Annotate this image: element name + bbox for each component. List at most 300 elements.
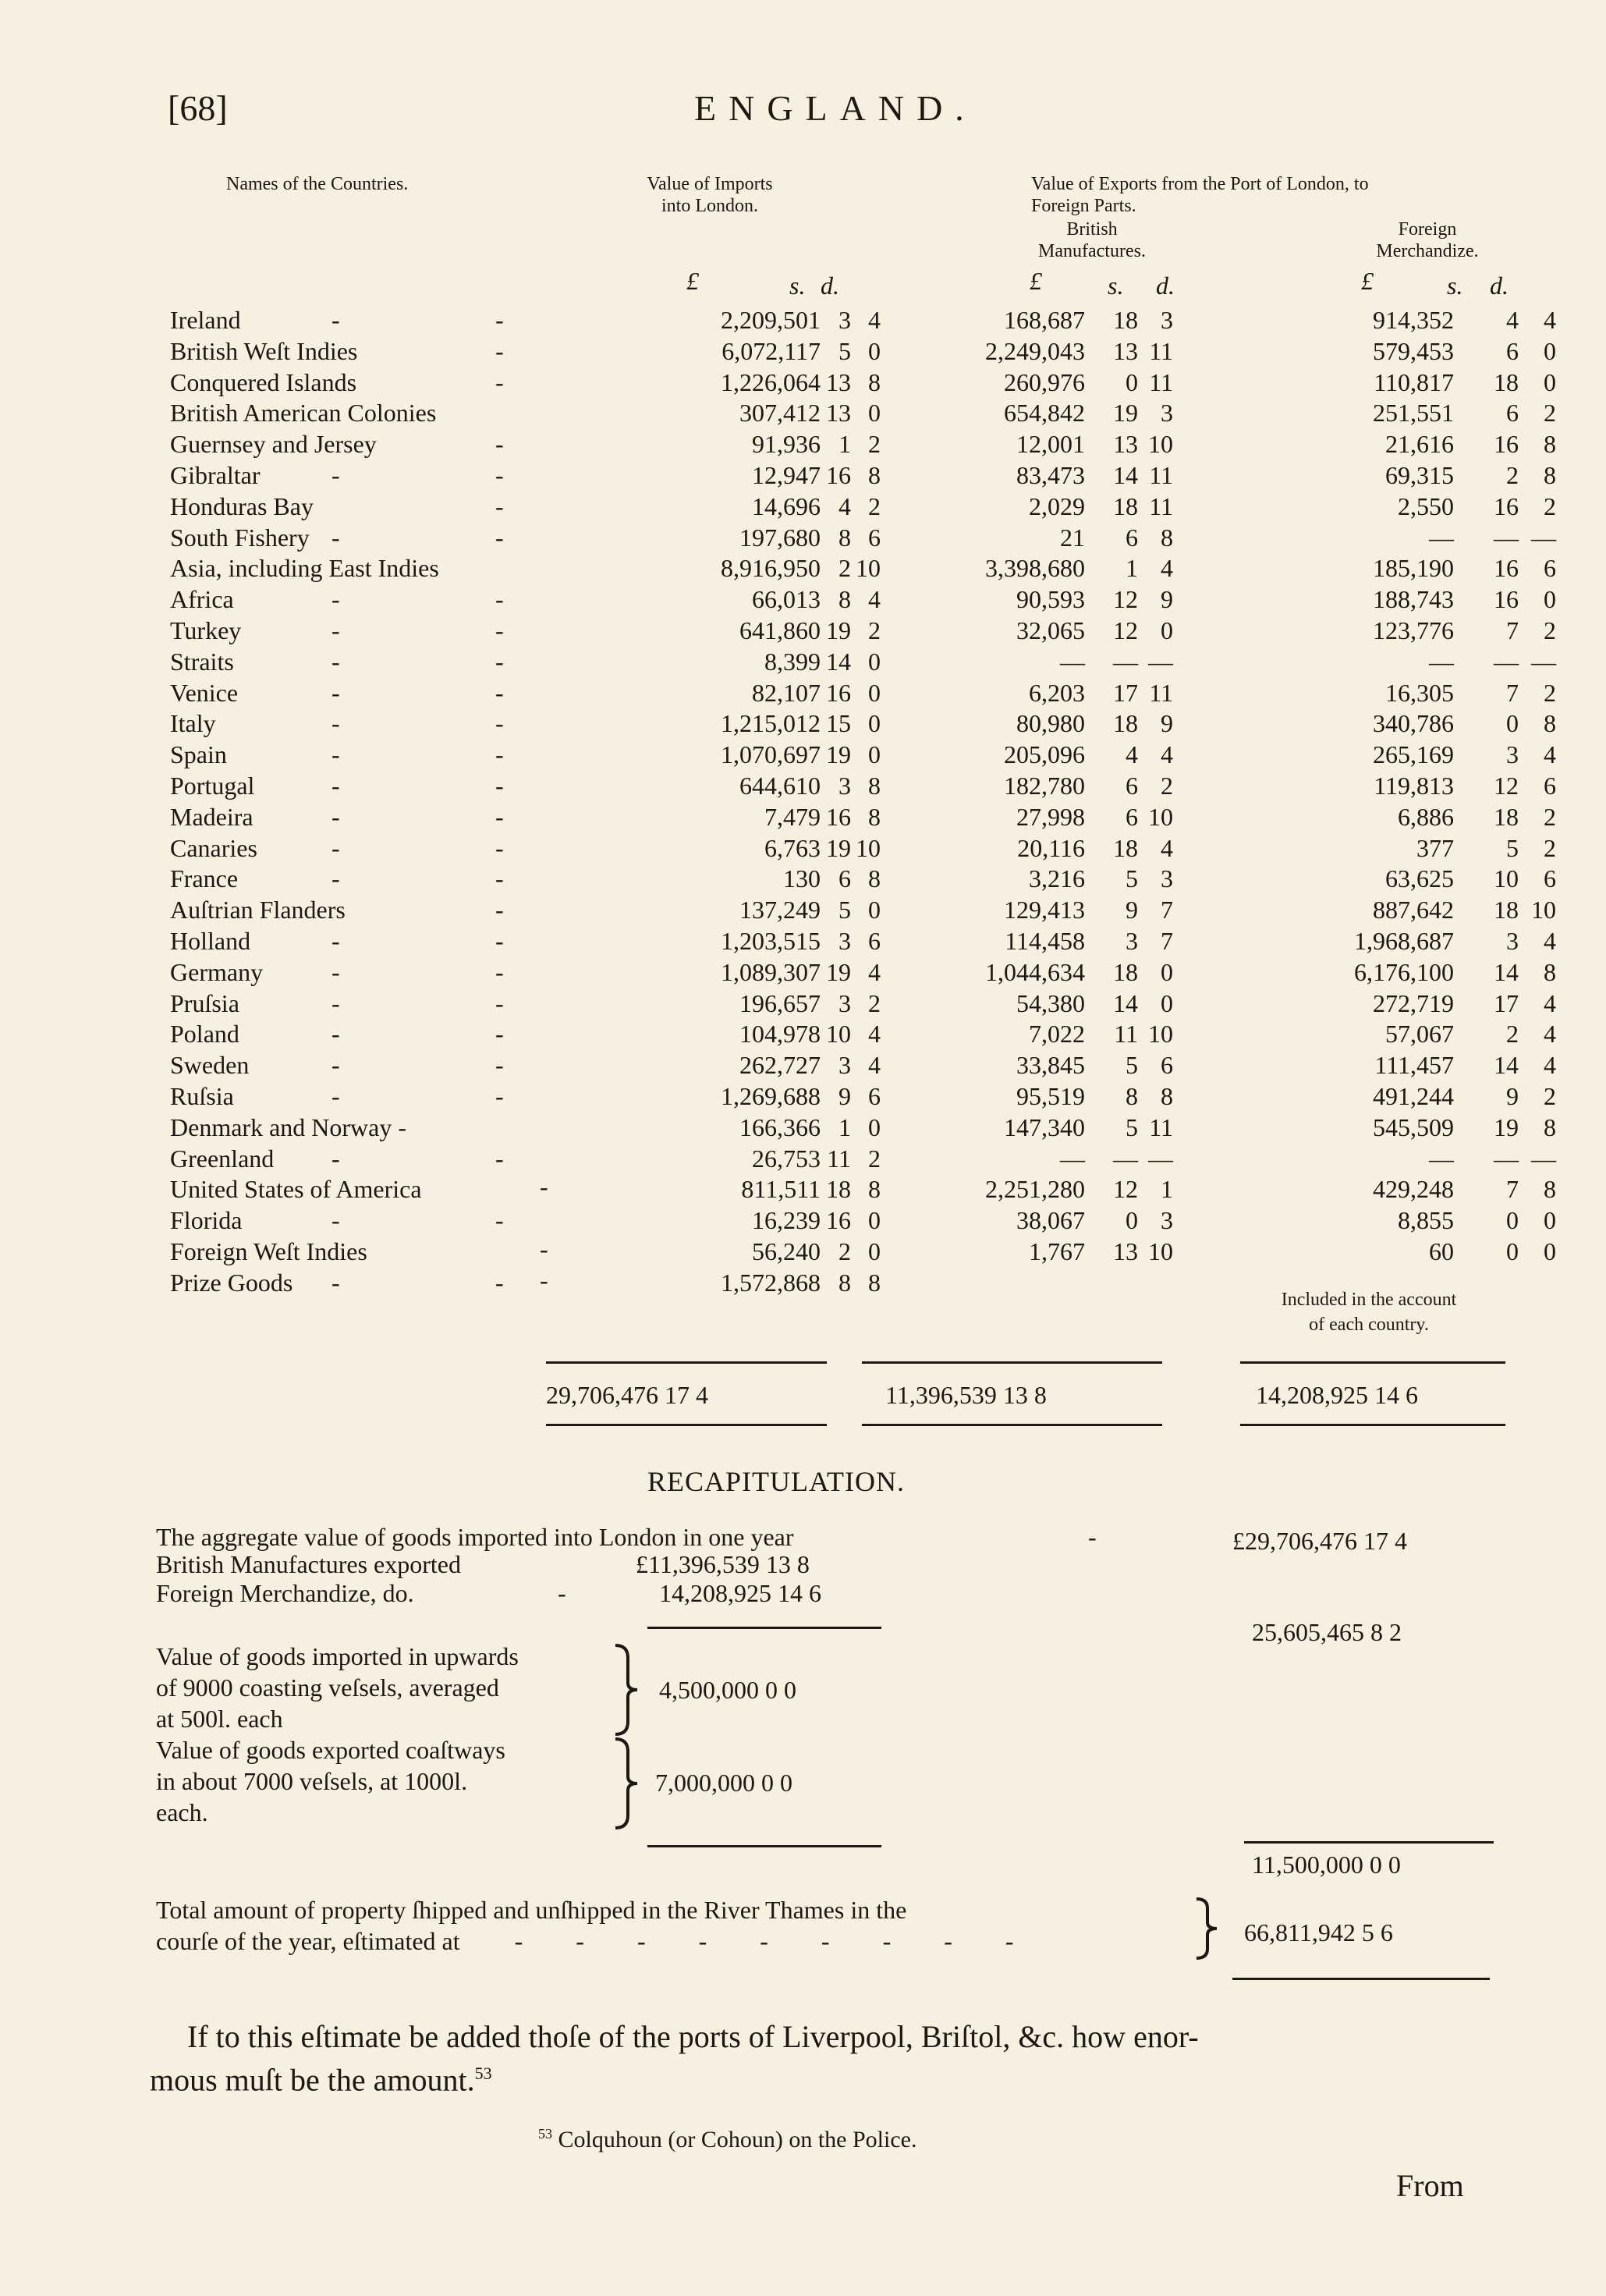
table-row <box>0 894 1606 925</box>
british-shillings: 14 <box>1113 988 1138 1017</box>
table-row <box>0 739 1606 770</box>
foreign-pence: 4 <box>1544 1020 1556 1049</box>
recap-aggregate-value: £29,706,476 17 4 <box>1232 1527 1407 1555</box>
import-pounds: 262,727 <box>739 1051 821 1080</box>
fwi-dash: - <box>540 1235 548 1263</box>
foreign-pounds: 265,169 <box>1373 740 1454 769</box>
country-name: Asia, including East Indies <box>170 554 439 583</box>
british-pence: 1 <box>1161 1175 1173 1204</box>
import-shillings: 14 <box>826 647 851 676</box>
foreign-pound-unit: £ <box>1361 267 1374 295</box>
british-pounds: 1,044,634 <box>985 957 1085 986</box>
import-pounds: 1,226,064 <box>721 367 821 396</box>
leader-dash: - <box>331 988 340 1017</box>
imports-total: 29,706,476 17 4 <box>546 1381 708 1409</box>
british-pounds: 147,340 <box>1004 1113 1085 1141</box>
recap-export-rule <box>647 1627 881 1629</box>
british-pence: 0 <box>1161 957 1173 986</box>
british-pounds: 2,029 <box>1029 491 1085 520</box>
imports-total-rule-bottom <box>546 1424 827 1426</box>
import-shillings: 16 <box>826 1206 851 1235</box>
coast-imports-brace <box>611 1642 642 1737</box>
table-row <box>0 615 1606 646</box>
british-shillings: 8 <box>1126 1082 1138 1110</box>
foreign-pence: 2 <box>1544 802 1556 831</box>
thames-line-2 <box>156 1925 1037 1957</box>
british-pence: 3 <box>1161 399 1173 428</box>
import-shillings: 16 <box>826 461 851 489</box>
british-shillings: 18 <box>1113 709 1138 738</box>
british-shillings: 5 <box>1126 1113 1138 1141</box>
coast-exports-line: each. <box>156 1798 208 1826</box>
foreign-shillings: 0 <box>1506 1237 1519 1265</box>
import-shillings: 3 <box>838 1051 851 1080</box>
import-shillings: 5 <box>838 336 851 365</box>
leader-dash: - <box>495 1144 504 1173</box>
foreign-pence: — <box>1531 647 1556 676</box>
foreign-pence: 8 <box>1544 709 1556 738</box>
foreign-shillings: 16 <box>1494 430 1519 459</box>
leader-dash: - <box>331 740 340 769</box>
british-pence: 4 <box>1161 740 1173 769</box>
british-shillings: 12 <box>1113 585 1138 614</box>
footnote <box>538 2126 916 2153</box>
british-shillings: 0 <box>1126 367 1138 396</box>
british-shillings: 12 <box>1113 1175 1138 1204</box>
british-pounds: 2,249,043 <box>985 336 1085 365</box>
foreign-pence-unit: d. <box>1490 271 1509 300</box>
foreign-pounds: 123,776 <box>1373 616 1454 644</box>
british-pence: 9 <box>1161 709 1173 738</box>
import-pounds: 66,013 <box>752 585 821 614</box>
foreign-pounds: 8,855 <box>1398 1206 1454 1235</box>
import-shillings: 2 <box>838 1237 851 1265</box>
leader-dash: - <box>331 1206 340 1235</box>
foreign-pence: 8 <box>1544 1175 1556 1204</box>
foreign-pence: 6 <box>1544 554 1556 583</box>
british-pence: 6 <box>1161 1051 1173 1080</box>
foreign-pence: 2 <box>1544 678 1556 707</box>
british-pence: 11 <box>1149 367 1173 396</box>
british-shillings: 18 <box>1113 491 1138 520</box>
foreign-shillings: 10 <box>1494 864 1519 893</box>
import-shillings: 3 <box>838 927 851 955</box>
recap-british-value: £11,396,539 13 8 <box>636 1550 810 1578</box>
import-shillings: 11 <box>827 1144 851 1173</box>
leader-dash: - <box>495 647 504 676</box>
foreign-header-line: Merchandize. <box>1376 241 1479 261</box>
british-shillings: 11 <box>1114 1020 1138 1049</box>
import-pounds: 26,753 <box>752 1144 821 1173</box>
foreign-pounds: 545,509 <box>1373 1113 1454 1141</box>
foreign-pence: 2 <box>1544 399 1556 428</box>
country-name: Turkey <box>170 616 242 644</box>
leader-dash: - <box>495 927 504 955</box>
country-name: Pruſsia <box>170 988 239 1017</box>
british-shillings: 13 <box>1113 1237 1138 1265</box>
foreign-shillings: 2 <box>1506 461 1519 489</box>
import-pounds: 7,479 <box>764 802 821 831</box>
import-shillings: 3 <box>838 988 851 1017</box>
import-pence: 4 <box>868 1020 881 1049</box>
foreign-pence: 2 <box>1544 616 1556 644</box>
leader-dash: - <box>495 896 504 924</box>
leader-dash: - <box>331 957 340 986</box>
table-row <box>0 646 1606 677</box>
import-pounds: 1,070,697 <box>721 740 821 769</box>
coast-sum-rule-right <box>1244 1841 1494 1844</box>
leader-dash: - <box>331 864 340 893</box>
import-shillings: 18 <box>826 1175 851 1204</box>
foreign-shillings: 9 <box>1506 1082 1519 1110</box>
foreign-pounds: 377 <box>1416 833 1454 862</box>
leader-dash: - <box>331 927 340 955</box>
british-total-rule-bottom <box>862 1424 1162 1426</box>
imports-header-line: into London. <box>661 196 758 216</box>
british-shillings: — <box>1113 647 1138 676</box>
foreign-shillings: 4 <box>1506 306 1519 334</box>
country-name: British American Colonies <box>170 399 437 428</box>
british-pence: 11 <box>1149 336 1173 365</box>
foreign-pounds: 119,813 <box>1374 772 1454 800</box>
foreign-shillings: — <box>1494 647 1519 676</box>
import-pounds: 104,978 <box>739 1020 821 1049</box>
foreign-pounds: 251,551 <box>1373 399 1454 428</box>
table-row <box>0 770 1606 801</box>
british-pence: 10 <box>1148 1237 1173 1265</box>
country-name: Ireland <box>170 306 241 334</box>
foreign-pence: 0 <box>1544 336 1556 365</box>
british-pounds: 27,998 <box>1016 802 1085 831</box>
british-pence: 11 <box>1149 491 1173 520</box>
leader-dash: - <box>331 833 340 862</box>
import-shillings: 3 <box>838 306 851 334</box>
country-name: Gibraltar <box>170 461 261 489</box>
recap-export-sum: 25,605,465 8 2 <box>1252 1618 1402 1646</box>
leader-dash: - <box>495 523 504 552</box>
foreign-shillings: 12 <box>1494 772 1519 800</box>
foreign-pounds: 111,457 <box>1374 1051 1454 1080</box>
foreign-pounds: 110,817 <box>1374 367 1454 396</box>
import-shillings: 2 <box>838 554 851 583</box>
leader-dash: - <box>495 461 504 489</box>
foreign-pence: 4 <box>1544 306 1556 334</box>
foreign-pence: 2 <box>1544 833 1556 862</box>
foreign-pence: 8 <box>1544 461 1556 489</box>
foreign-total: 14,208,925 14 6 <box>1256 1381 1418 1409</box>
country-name: British Weſt Indies <box>170 336 358 365</box>
closing-line-2: mous muſt be the amount. <box>150 2062 475 2098</box>
import-pounds: 137,249 <box>739 896 821 924</box>
foreign-pence: 4 <box>1544 988 1556 1017</box>
foreign-shillings: 17 <box>1494 988 1519 1017</box>
british-pounds: 32,065 <box>1016 616 1085 644</box>
import-pounds: 644,610 <box>739 772 821 800</box>
country-name: Honduras Bay <box>170 491 314 520</box>
import-pence: 0 <box>868 1206 881 1235</box>
exports-header-line: Foreign Parts. <box>1031 196 1136 216</box>
table-row <box>0 1205 1606 1236</box>
coast-sum: 11,500,000 0 0 <box>1252 1851 1401 1879</box>
coast-imports-line: of 9000 coasting veſsels, averaged <box>156 1673 499 1702</box>
import-pence: 2 <box>868 616 881 644</box>
british-pence: 8 <box>1161 1082 1173 1110</box>
foreign-shillings: 6 <box>1506 399 1519 428</box>
import-pence: 4 <box>868 1051 881 1080</box>
import-pounds: 2,209,501 <box>721 306 821 334</box>
page-number: [68] <box>168 88 228 128</box>
import-pounds: 641,860 <box>739 616 821 644</box>
british-pounds: 54,380 <box>1016 988 1085 1017</box>
british-pounds: 83,473 <box>1016 461 1085 489</box>
imports-shilling-unit: s. <box>789 271 806 300</box>
leader-dash: - <box>495 336 504 365</box>
thames-rule <box>1232 1978 1490 1980</box>
table-row <box>0 522 1606 553</box>
british-pounds: 7,022 <box>1029 1020 1085 1049</box>
import-pounds: 8,399 <box>764 647 821 676</box>
foreign-shillings: 14 <box>1494 957 1519 986</box>
leader-dash: - <box>495 709 504 738</box>
leader-dash: - <box>495 957 504 986</box>
foreign-pounds: 429,248 <box>1373 1175 1454 1204</box>
british-pence: 7 <box>1161 896 1173 924</box>
import-shillings: 9 <box>838 1082 851 1110</box>
foreign-pence: 4 <box>1544 1051 1556 1080</box>
foreign-pounds: 185,190 <box>1373 554 1454 583</box>
british-pounds: 2,251,280 <box>985 1175 1085 1204</box>
recap-heading: RECAPITULATION. <box>647 1466 905 1497</box>
import-shillings: 10 <box>826 1020 851 1049</box>
british-shillings: 6 <box>1126 802 1138 831</box>
foreign-pounds: 6,886 <box>1398 802 1454 831</box>
foreign-total-rule-bottom <box>1240 1424 1505 1426</box>
recap-foreign-label: Foreign Merchandize, do. <box>156 1579 414 1607</box>
british-pence: 0 <box>1161 988 1173 1017</box>
foreign-shillings: 18 <box>1494 367 1519 396</box>
import-pounds: 197,680 <box>739 523 821 552</box>
leader-dash: - <box>331 678 340 707</box>
british-shillings: 18 <box>1113 957 1138 986</box>
foreign-pence: 0 <box>1544 1237 1556 1265</box>
country-name: France <box>170 864 239 893</box>
table-row <box>0 428 1606 460</box>
british-shillings: 0 <box>1126 1206 1138 1235</box>
thames-brace <box>1193 1896 1221 1961</box>
table-row <box>0 677 1606 708</box>
coast-imports-value: 4,500,000 0 0 <box>659 1676 796 1704</box>
table-row <box>0 925 1606 956</box>
import-pounds: 6,072,117 <box>721 336 821 365</box>
leader-dash: - <box>331 1144 340 1173</box>
british-pence: 10 <box>1148 430 1173 459</box>
british-pence: — <box>1148 1144 1173 1173</box>
import-pence: 0 <box>868 336 881 365</box>
british-pence: 0 <box>1161 616 1173 644</box>
import-shillings: 16 <box>826 802 851 831</box>
foreign-pounds: 491,244 <box>1373 1082 1454 1110</box>
british-pounds: 20,116 <box>1017 833 1085 862</box>
table-row <box>0 552 1606 584</box>
british-pounds: — <box>1060 647 1085 676</box>
british-shillings: 9 <box>1126 896 1138 924</box>
import-pounds: 91,936 <box>752 430 821 459</box>
recap-aggregate-dash: - <box>1088 1523 1097 1551</box>
import-shillings: 8 <box>838 585 851 614</box>
exports-header-line: Value of Exports from the Port of London, to <box>1031 174 1369 194</box>
country-name: Sweden <box>170 1051 250 1080</box>
british-total: 11,396,539 13 8 <box>885 1381 1047 1409</box>
country-name: Auſtrian Flanders <box>170 896 346 924</box>
import-pence: 8 <box>868 864 881 893</box>
import-pence: 0 <box>868 678 881 707</box>
british-pence: 4 <box>1161 833 1173 862</box>
import-pounds: 1,203,515 <box>721 927 821 955</box>
import-pence: 0 <box>868 399 881 428</box>
british-shillings: 14 <box>1113 461 1138 489</box>
foreign-shillings: 16 <box>1494 554 1519 583</box>
leader-dash: - <box>331 802 340 831</box>
british-pence: 3 <box>1161 306 1173 334</box>
coast-sum-rule-left <box>647 1845 881 1847</box>
foreign-pence: — <box>1531 1144 1556 1173</box>
leader-dash: - <box>331 772 340 800</box>
import-shillings: 15 <box>826 709 851 738</box>
british-shillings: 17 <box>1113 678 1138 707</box>
leader-dash: - <box>495 616 504 644</box>
foreign-pence: — <box>1531 523 1556 552</box>
coast-imports-line: at 500l. each <box>156 1705 283 1733</box>
import-shillings: 1 <box>838 1113 851 1141</box>
country-name: Madeira <box>170 802 253 831</box>
table-row <box>0 988 1606 1019</box>
import-pounds: 166,366 <box>739 1113 821 1141</box>
import-pounds: 12,947 <box>752 461 821 489</box>
foreign-pence: 6 <box>1544 864 1556 893</box>
leader-dash: - <box>331 585 340 614</box>
country-name: Venice <box>170 678 239 707</box>
foreign-shillings: 0 <box>1506 1206 1519 1235</box>
foreign-pounds: 16,305 <box>1385 678 1454 707</box>
import-shillings: 8 <box>838 1268 851 1297</box>
usa-dash: - <box>540 1173 548 1201</box>
foreign-pounds: 887,642 <box>1373 896 1454 924</box>
foreign-shilling-unit: s. <box>1447 271 1463 300</box>
british-pounds: 129,413 <box>1004 896 1085 924</box>
import-pence: 0 <box>868 709 881 738</box>
british-pence: 3 <box>1161 1206 1173 1235</box>
british-shillings: 6 <box>1126 523 1138 552</box>
leader-dash: - <box>331 616 340 644</box>
table-row <box>0 491 1606 522</box>
british-total-rule-top <box>862 1361 1162 1364</box>
footnote-ref: 53 <box>538 2126 552 2142</box>
foreign-pounds: 272,719 <box>1373 988 1454 1017</box>
british-pounds: 80,980 <box>1016 709 1085 738</box>
countries-column-header: Names of the Countries. <box>226 174 409 194</box>
british-pounds: 21 <box>1060 523 1085 552</box>
table-row <box>0 1049 1606 1081</box>
british-pounds: 6,203 <box>1029 678 1085 707</box>
import-pounds: 307,412 <box>739 399 821 428</box>
leader-dash: - <box>495 772 504 800</box>
thames-line: courſe of the year, eſtimated at <box>156 1927 460 1955</box>
included-note-line: Included in the account <box>1281 1290 1457 1310</box>
british-pounds: 12,001 <box>1016 430 1085 459</box>
british-pence: 10 <box>1148 802 1173 831</box>
country-name: United States of America <box>170 1175 422 1204</box>
coast-exports-label <box>156 1734 505 1828</box>
import-pence: 2 <box>868 1144 881 1173</box>
foreign-pence: 6 <box>1544 772 1556 800</box>
british-pounds: 260,976 <box>1004 367 1085 396</box>
foreign-shillings: 16 <box>1494 491 1519 520</box>
foreign-header-line: Foreign <box>1398 219 1457 240</box>
british-shillings: 3 <box>1126 927 1138 955</box>
foreign-shillings: 7 <box>1506 1175 1519 1204</box>
table-row <box>0 1112 1606 1143</box>
import-pounds: 1,269,688 <box>721 1082 821 1110</box>
british-pence: 7 <box>1161 927 1173 955</box>
foreign-pounds: — <box>1429 647 1454 676</box>
import-shillings: 5 <box>838 896 851 924</box>
import-shillings: 19 <box>826 833 851 862</box>
table-row <box>0 708 1606 739</box>
import-pounds: 82,107 <box>752 678 821 707</box>
foreign-pence: 8 <box>1544 1113 1556 1141</box>
foreign-pence: 2 <box>1544 491 1556 520</box>
leader-dash: - <box>495 1051 504 1080</box>
import-pounds: 811,511 <box>741 1175 821 1204</box>
british-shillings: 5 <box>1126 1051 1138 1080</box>
british-shillings: 19 <box>1113 399 1138 428</box>
leader-dash: - <box>495 585 504 614</box>
thames-value: 66,811,942 5 6 <box>1244 1918 1393 1946</box>
import-pounds: 1,572,868 <box>721 1268 821 1297</box>
foreign-pence: 4 <box>1544 740 1556 769</box>
table-row <box>0 460 1606 491</box>
leader-dash: - <box>495 430 504 459</box>
leader-dash: - <box>495 306 504 334</box>
import-shillings: 13 <box>826 399 851 428</box>
import-pence: 0 <box>868 1237 881 1265</box>
import-shillings: 6 <box>838 864 851 893</box>
british-shillings: 18 <box>1113 833 1138 862</box>
foreign-pence: 8 <box>1544 430 1556 459</box>
import-pounds: 16,239 <box>752 1206 821 1235</box>
leader-dash: - <box>495 678 504 707</box>
table-row <box>0 801 1606 832</box>
import-shillings: 19 <box>826 616 851 644</box>
leader-dash: - <box>331 461 340 489</box>
recap-foreign-value: 14,208,925 14 6 <box>659 1579 821 1607</box>
leader-dash: - <box>495 1206 504 1235</box>
imports-header-line: Value of Imports <box>647 174 773 194</box>
leader-dash: - <box>331 1268 340 1297</box>
table-row <box>0 832 1606 864</box>
recap-aggregate-label: The aggregate value of goods imported into London in one year <box>156 1523 794 1551</box>
import-pence: 6 <box>868 523 881 552</box>
country-name: Germany <box>170 957 264 986</box>
import-pence: 2 <box>868 491 881 520</box>
foreign-shillings: 0 <box>1506 709 1519 738</box>
table-row <box>0 367 1606 398</box>
british-pence: 9 <box>1161 585 1173 614</box>
import-pounds: 1,089,307 <box>721 957 821 986</box>
import-pence: 2 <box>868 430 881 459</box>
country-name: Italy <box>170 709 216 738</box>
british-shillings: 4 <box>1126 740 1138 769</box>
